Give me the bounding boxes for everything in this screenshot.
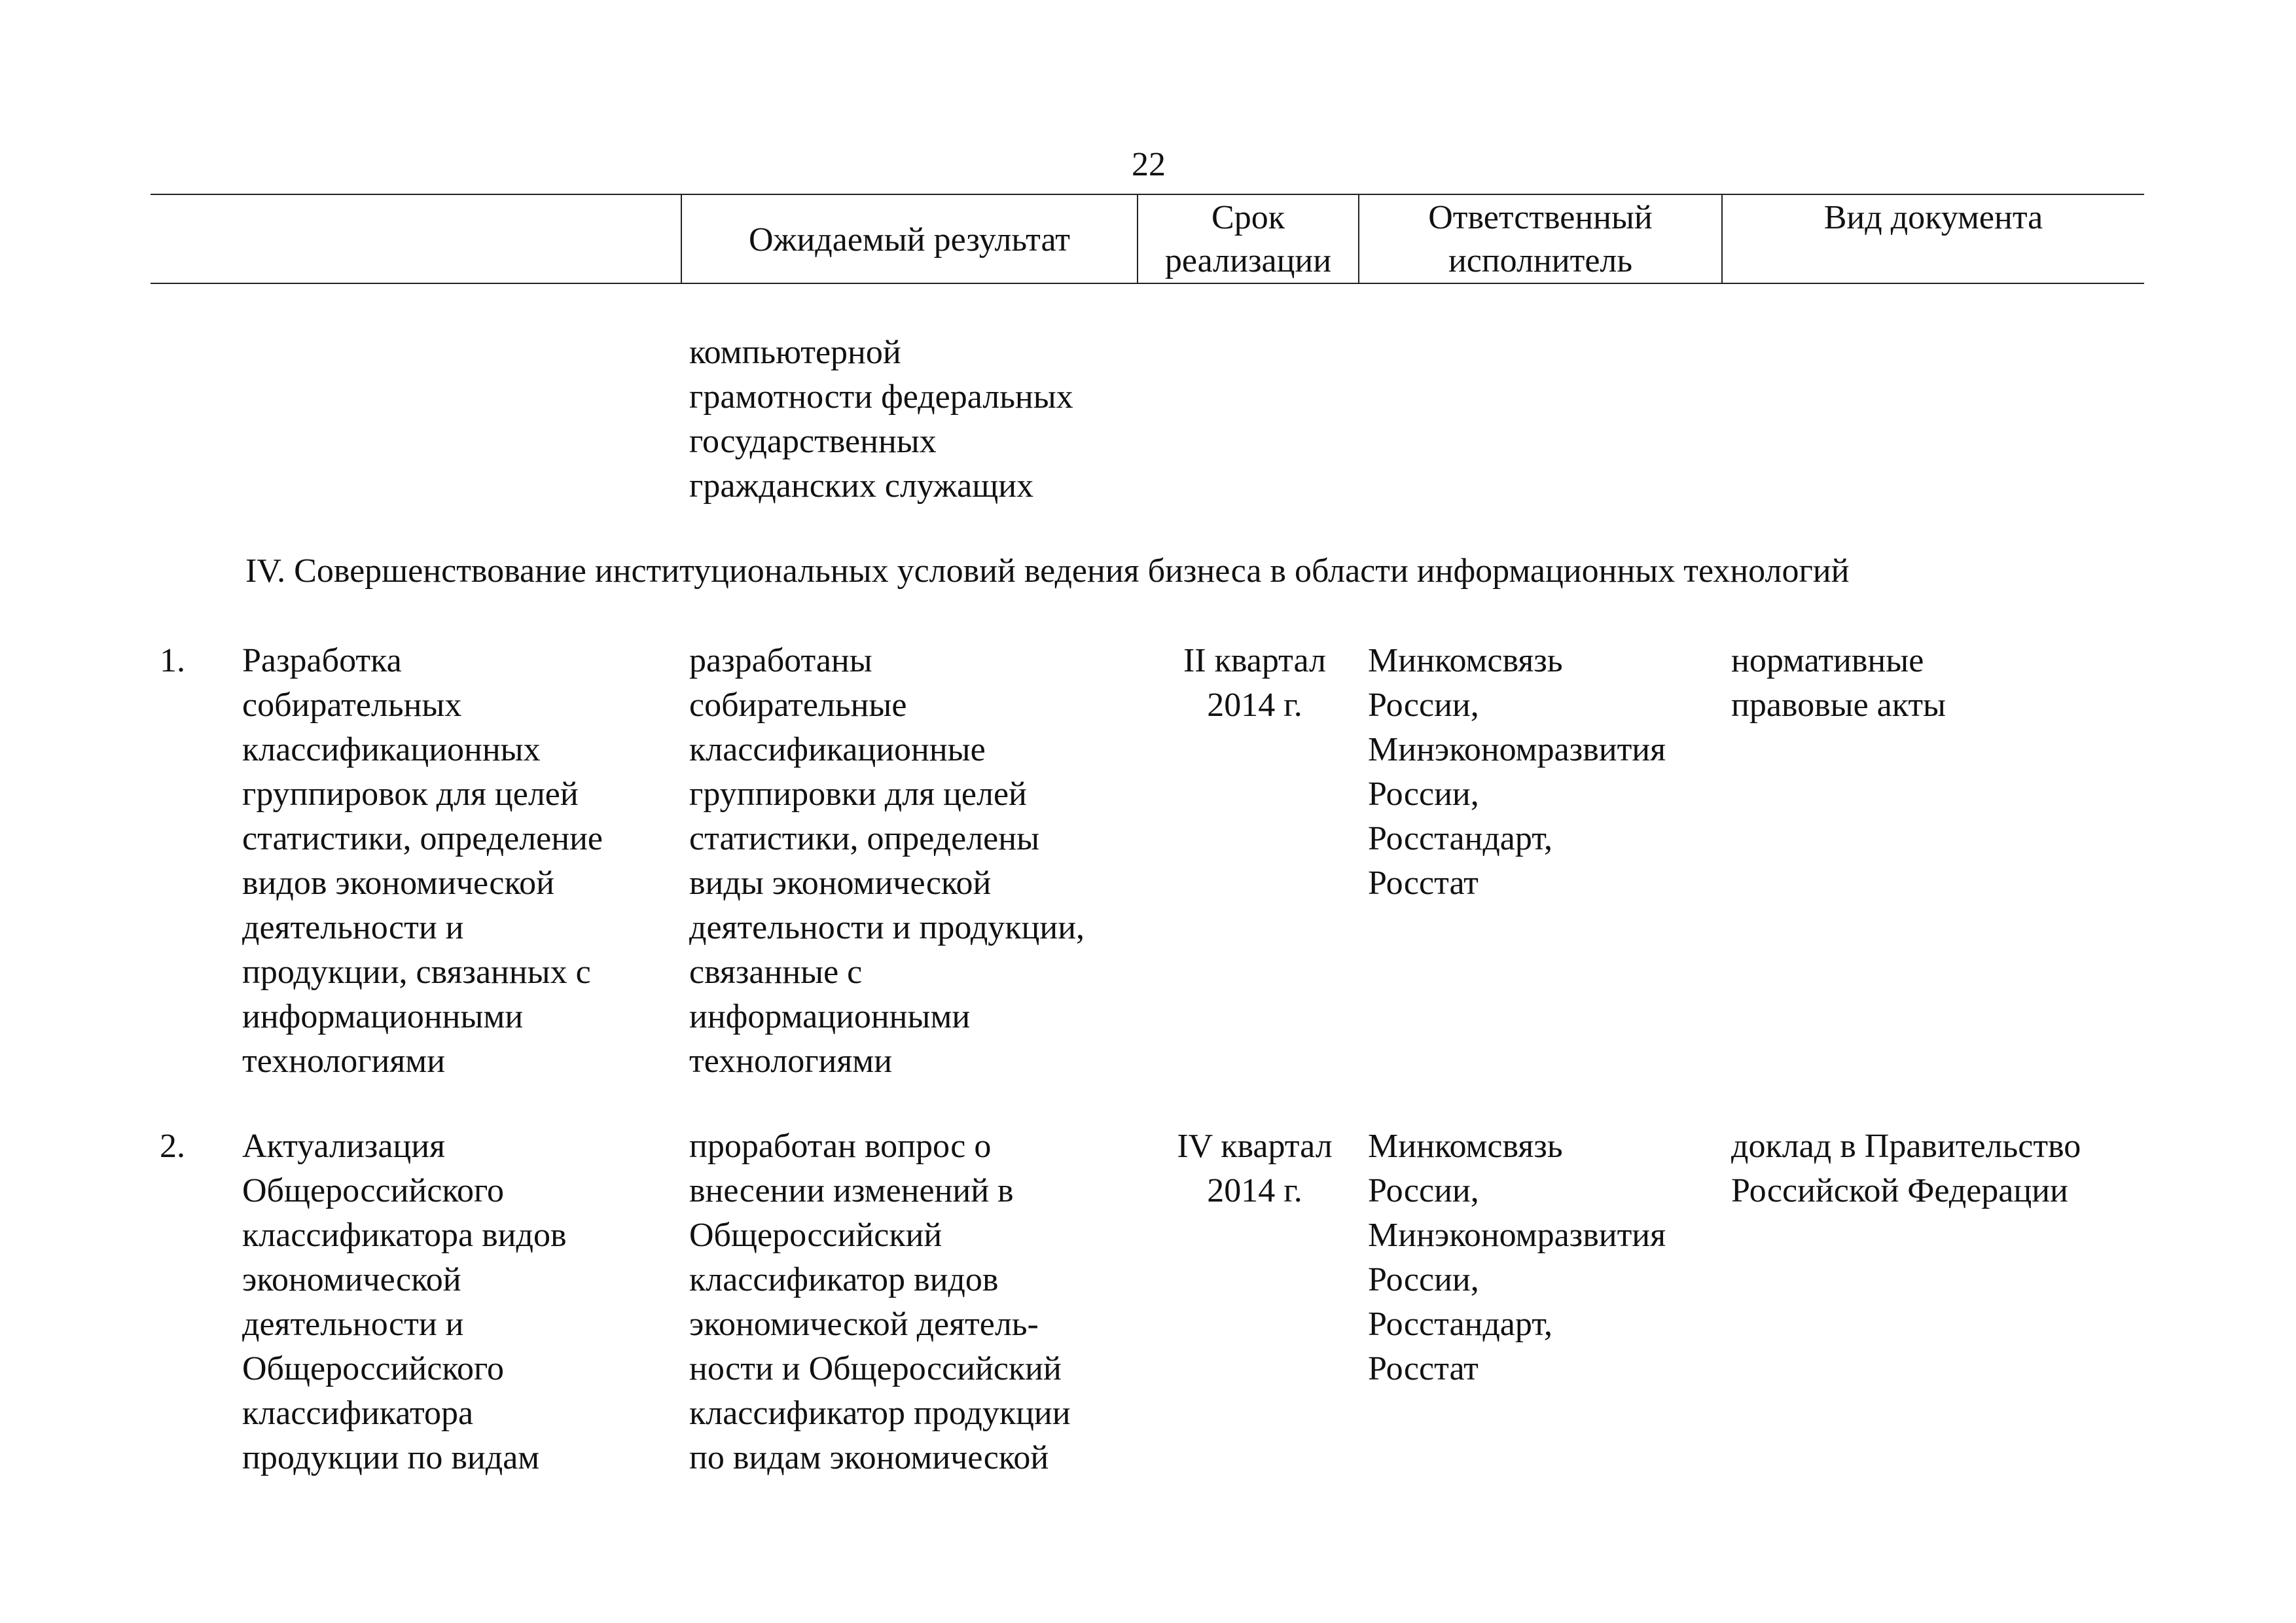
- row-1-result: разработаны собирательные классификационные группировки для целей статистики, определены виды экономической деятельности и продукции, связанные с информационными технологиями: [689, 642, 1085, 1080]
- continuation-result: компьютерной грамотности федеральных государственных гражданских служащих: [689, 334, 1073, 505]
- header-executor-line1: Ответственный: [1428, 199, 1653, 236]
- header-bottom-rule: [151, 283, 2144, 284]
- header-term: [1138, 196, 1358, 283]
- page-number: 22: [1132, 146, 1166, 183]
- header-top-rule: [151, 194, 2144, 195]
- row-2-number: 2.: [160, 1128, 185, 1165]
- header-term-line2: реализации: [1164, 242, 1332, 279]
- row-2-term: IV квартал 2014 г.: [1177, 1128, 1333, 1209]
- header-expected-result: Ожидаемый результат: [749, 221, 1070, 259]
- row-2-result: проработан вопрос о внесении изменений в Общероссийский классификатор видов экономической деятель- ности и Общероссийский классификатор продукции по видам экономической: [689, 1128, 1071, 1476]
- header-term-line1: Срок: [1211, 199, 1285, 236]
- row-2-executor: Минкомсвязь России, Минэкономразвития России, Росстандарт, Росстат: [1368, 1128, 1666, 1387]
- row-1-action: Разработка собирательных классификационных группировок для целей статистики, определение видов экономической деятельности и продукции, связанных с информационными технологиями: [242, 642, 603, 1080]
- row-1-number: 1.: [160, 642, 185, 679]
- header-document-type: Вид документа: [1823, 199, 2043, 236]
- header-executor-line2: исполнитель: [1448, 242, 1633, 279]
- row-2-action: Актуализация Общероссийского классификатора видов экономической деятельности и Общероссийского классификатора продукции по видам: [242, 1128, 567, 1476]
- section-title: IV. Совершенствование институциональных условий ведения бизнеса в области информационных технологий: [245, 552, 1850, 590]
- row-2-document-type: доклад в Правительство Российской Федерации: [1731, 1128, 2081, 1209]
- row-1-document-type: нормативные правовые акты: [1731, 642, 1946, 724]
- row-1-term: II квартал 2014 г.: [1183, 642, 1326, 724]
- row-1-executor: Минкомсвязь России, Минэкономразвития России, Росстандарт, Росстат: [1368, 642, 1666, 902]
- header-executor: [1359, 196, 1721, 283]
